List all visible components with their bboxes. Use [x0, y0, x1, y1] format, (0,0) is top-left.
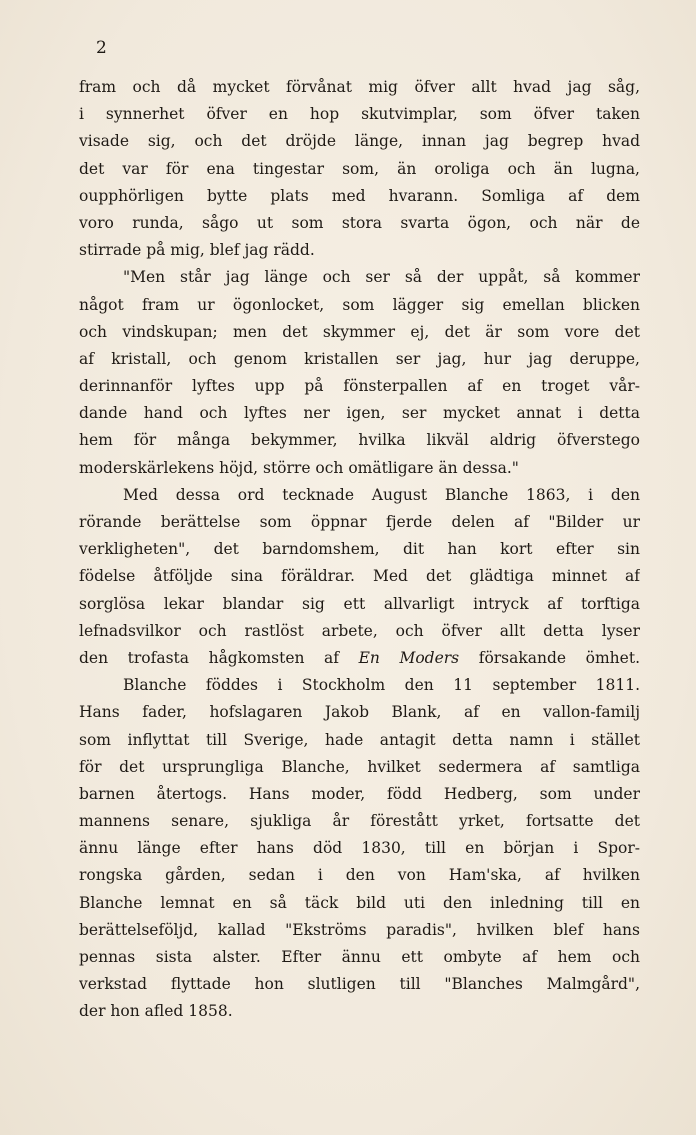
- text-line: verkstad flyttade hon slutligen till "Blanches Malmgård",: [79, 975, 640, 994]
- text-line: för det ursprungliga Blanche, hvilket sedermera af samtliga: [79, 757, 640, 776]
- text-line: visade sig, och det dröjde länge, innan jag begrep hvad: [79, 132, 640, 151]
- text-line: voro runda, sågo ut som stora svarta ögon, och när de: [79, 213, 640, 232]
- text-line: "Men står jag länge och ser så der uppåt, så kommer: [123, 268, 640, 287]
- text-line: derinnanför lyftes upp på fönsterpallen af en troget vår-: [79, 377, 640, 396]
- text-line: i synnerhet öfver en hop skutvimplar, som öfver taken: [79, 105, 640, 124]
- text-line: berättelseföljd, kallad "Ekströms paradis", hvilken blef hans: [79, 920, 640, 939]
- text-line: rörande berättelse som öppnar fjerde delen af "Bilder ur: [79, 513, 640, 531]
- text-line: ännu länge efter hans död 1830, till en början i Spor-: [79, 839, 640, 858]
- text-line: fram och då mycket förvånat mig öfver allt hvad jag såg,: [79, 78, 640, 96]
- text-line: moderskärlekens höjd, större och omätligare än dessa.": [79, 458, 519, 477]
- text-line: rongska gården, sedan i den von Ham'ska, af hvilken: [79, 866, 640, 885]
- text-line: sorglösa lekar blandar sig ett allvarligt intryck af torftiga: [79, 594, 640, 613]
- line-text-before-title: den trofasta hågkomsten af: [79, 648, 359, 667]
- text-line: stirrade på mig, blef jag rädd.: [79, 241, 315, 260]
- text-line: födelse åtföljde sina föräldrar. Med det glädtiga minnet af: [79, 567, 640, 586]
- text-line: Med dessa ord tecknade August Blanche 1863, i den: [123, 485, 640, 504]
- text-line: Blanche lemnat en så täck bild uti den inledning till en: [79, 893, 640, 912]
- text-line: dande hand och lyftes ner igen, ser mycket annat i detta: [79, 404, 640, 423]
- text-line: lefnadsvilkor och rastlöst arbete, och öfver allt detta lyser: [79, 621, 640, 640]
- text-line: af kristall, och genom kristallen ser jag, hur jag deruppe,: [79, 349, 640, 368]
- text-line: der hon afled 1858.: [79, 1002, 233, 1021]
- text-line: mannens senare, sjukliga år förestått yrket, fortsatte det: [79, 812, 640, 831]
- text-line: Blanche föddes i Stockholm den 11 september 1811.: [123, 676, 640, 695]
- work-title: En Moders: [358, 648, 460, 667]
- text-line: och vindskupan; men det skymmer ej, det är som vore det: [79, 322, 640, 341]
- text-line: pennas sista alster. Efter ännu ett ombyte af hem och: [79, 948, 640, 966]
- text-line: verkligheten", det barndomshem, dit han kort efter sin: [79, 540, 640, 559]
- text-line: något fram ur ögonlocket, som lägger sig emellan blicken: [79, 295, 640, 314]
- text-line-with-title: [79, 645, 640, 672]
- text-line: hem för många bekymmer, hvilka likväl aldrig öfverstego: [79, 431, 640, 450]
- body-text: [79, 74, 640, 1026]
- line-text-after-title: försakande ömhet.: [459, 648, 640, 667]
- text-line: det var för ena tingestar som, än oroliga och än lugna,: [79, 159, 640, 178]
- text-line: Hans fader, hofslagaren Jakob Blank, af en vallon-familj: [79, 703, 640, 722]
- page-number: 2: [96, 38, 107, 58]
- text-line: som inflyttat till Sverige, hade antagit detta namn i stället: [79, 730, 640, 749]
- text-line: barnen återtogs. Hans moder, född Hedberg, som under: [79, 784, 640, 803]
- text-line: oupphörligen bytte plats med hvarann. Somliga af dem: [79, 186, 640, 205]
